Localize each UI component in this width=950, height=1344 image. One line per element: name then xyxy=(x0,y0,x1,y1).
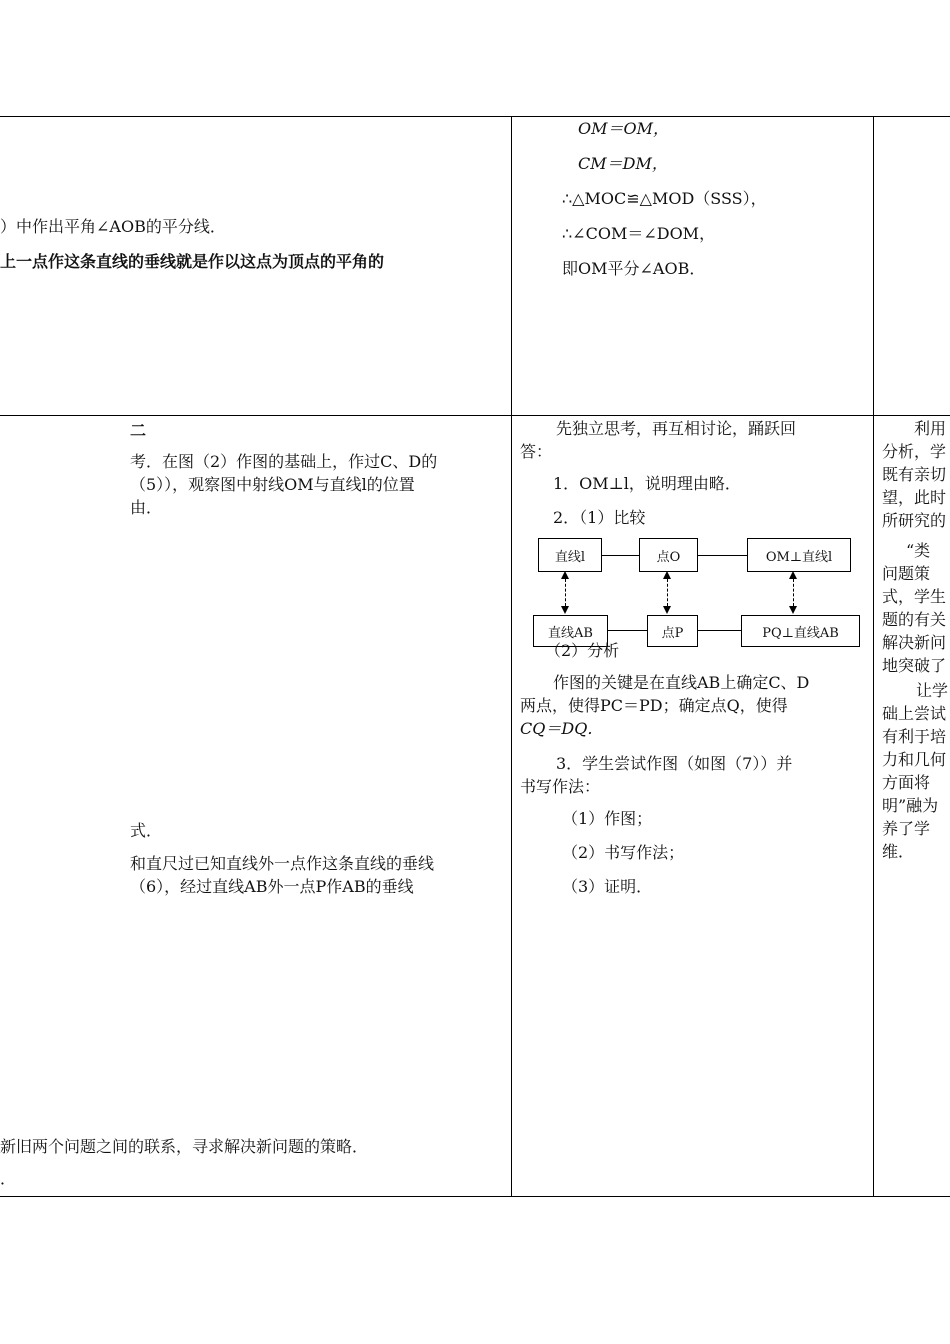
box-line-ab: 直线AB xyxy=(533,615,608,647)
row2-left-line-8: ． xyxy=(0,1169,17,1188)
row2-mid-line-5: （2）分析 xyxy=(545,641,620,660)
row2-right-line-9: 题的有关 xyxy=(882,610,947,629)
row2-right-column xyxy=(874,416,950,1196)
row2-right-line-16: 方面将 xyxy=(882,773,931,792)
row1-mid-line-2: CM＝DM， xyxy=(578,154,668,173)
row2-left-line-3: 由． xyxy=(130,498,163,517)
box-point-o: 点O xyxy=(639,538,698,572)
connector-top-2 xyxy=(697,555,748,556)
row2-right-line-8: 式，学生 xyxy=(882,587,947,606)
row2-mid-line-1: 先独立思考，再互相讨论，踊跃回 xyxy=(556,419,797,438)
row2-mid-line-13: （3）证明． xyxy=(562,877,653,896)
dashed-link-2 xyxy=(667,579,668,606)
row2-right-line-5: 所研究的 xyxy=(882,511,947,530)
row2-right-line-3: 既有亲切 xyxy=(882,465,947,484)
column-divider-1 xyxy=(511,116,512,1197)
box-line-l: 直线l xyxy=(538,538,602,572)
connector-top-1 xyxy=(601,555,640,556)
row2-right-line-13: 础上尝试 xyxy=(882,704,947,723)
row2-mid-line-11: （1）作图； xyxy=(562,809,653,828)
row2-right-line-2: 分析，学 xyxy=(882,442,947,461)
row2-right-line-1: 利用 xyxy=(914,419,947,438)
table-bottom-border xyxy=(0,1196,950,1197)
row2-mid-line-6: 作图的关键是在直线AB上确定C、D xyxy=(553,673,810,692)
row1-mid-line-4: ∴∠COM＝∠DOM， xyxy=(562,224,716,243)
row2-left-line-4: 式． xyxy=(130,821,163,840)
row2-right-line-17: 明”融为 xyxy=(882,796,939,815)
dashed-link-3 xyxy=(793,579,794,606)
row2-right-line-6: “类 xyxy=(906,541,931,560)
connector-bottom-2 xyxy=(697,630,742,631)
row2-mid-line-3: 1．OM⊥l，说明理由略． xyxy=(553,474,741,493)
row2-mid-line-2: 答： xyxy=(520,442,553,461)
table-top-border xyxy=(0,116,950,117)
row2-left-line-6: （6），经过直线AB外一点P作AB的垂线 xyxy=(130,877,414,896)
row2-left-line-7: 新旧两个问题之间的联系，寻求解决新问题的策略． xyxy=(0,1137,369,1156)
arrow-down-1 xyxy=(561,606,569,614)
row-divider xyxy=(0,415,950,416)
row2-right-line-15: 力和几何 xyxy=(882,750,947,769)
arrow-up-1 xyxy=(561,571,569,579)
row2-mid-line-10: 书写作法： xyxy=(520,777,601,796)
row2-left-line-2: （5）），观察图中射线OM与直线l的位置 xyxy=(130,475,415,494)
row2-left-line-5: 和直尺过已知直线外一点作这条直线的垂线 xyxy=(130,854,435,873)
row1-mid-line-3: ∴△MOC≌△MOD（SSS）， xyxy=(562,189,767,208)
arrow-down-2 xyxy=(663,606,671,614)
box-pq-perp-ab: PQ⊥直线AB xyxy=(741,615,860,647)
row2-right-line-14: 有利于培 xyxy=(882,727,947,746)
box-om-perp-l: OM⊥直线l xyxy=(747,538,851,572)
row1-left-line-2: 上一点作这条直线的垂线就是作以这点为顶点的平角的 xyxy=(0,252,385,271)
row2-mid-line-4: 2．（1）比较 xyxy=(553,508,646,527)
row2-left-heading: 二 xyxy=(130,421,147,440)
row2-right-line-7: 问题策 xyxy=(882,564,931,583)
arrow-down-3 xyxy=(789,606,797,614)
row2-mid-line-12: （2）书写作法； xyxy=(562,843,685,862)
row2-right-line-18: 养了学 xyxy=(882,819,931,838)
arrow-up-3 xyxy=(789,571,797,579)
row1-left-line-1: ）中作出平角∠AOB的平分线． xyxy=(0,217,226,236)
row2-left-line-1: 考．在图（2）作图的基础上，作过C、D的 xyxy=(130,452,438,471)
dashed-link-1 xyxy=(565,579,566,606)
row2-right-line-10: 解决新问 xyxy=(882,633,947,652)
row1-mid-line-1: OM＝OM， xyxy=(578,119,670,138)
row2-right-line-19: 维． xyxy=(882,842,915,861)
row2-mid-line-9: 3．学生尝试作图（如图（7））并 xyxy=(556,754,793,773)
row2-mid-line-7: 两点，使得PC＝PD；确定点Q，使得 xyxy=(520,696,788,715)
row2-mid-line-8: CQ＝DQ． xyxy=(520,719,604,738)
arrow-up-2 xyxy=(663,571,671,579)
box-point-p: 点P xyxy=(647,615,698,647)
connector-bottom-1 xyxy=(607,630,648,631)
row2-right-line-12: 让学 xyxy=(916,681,949,700)
row1-mid-line-5: 即OM平分∠AOB． xyxy=(562,259,706,278)
row2-right-line-4: 望，此时 xyxy=(882,488,947,507)
row2-right-line-11: 地突破了 xyxy=(882,656,947,675)
